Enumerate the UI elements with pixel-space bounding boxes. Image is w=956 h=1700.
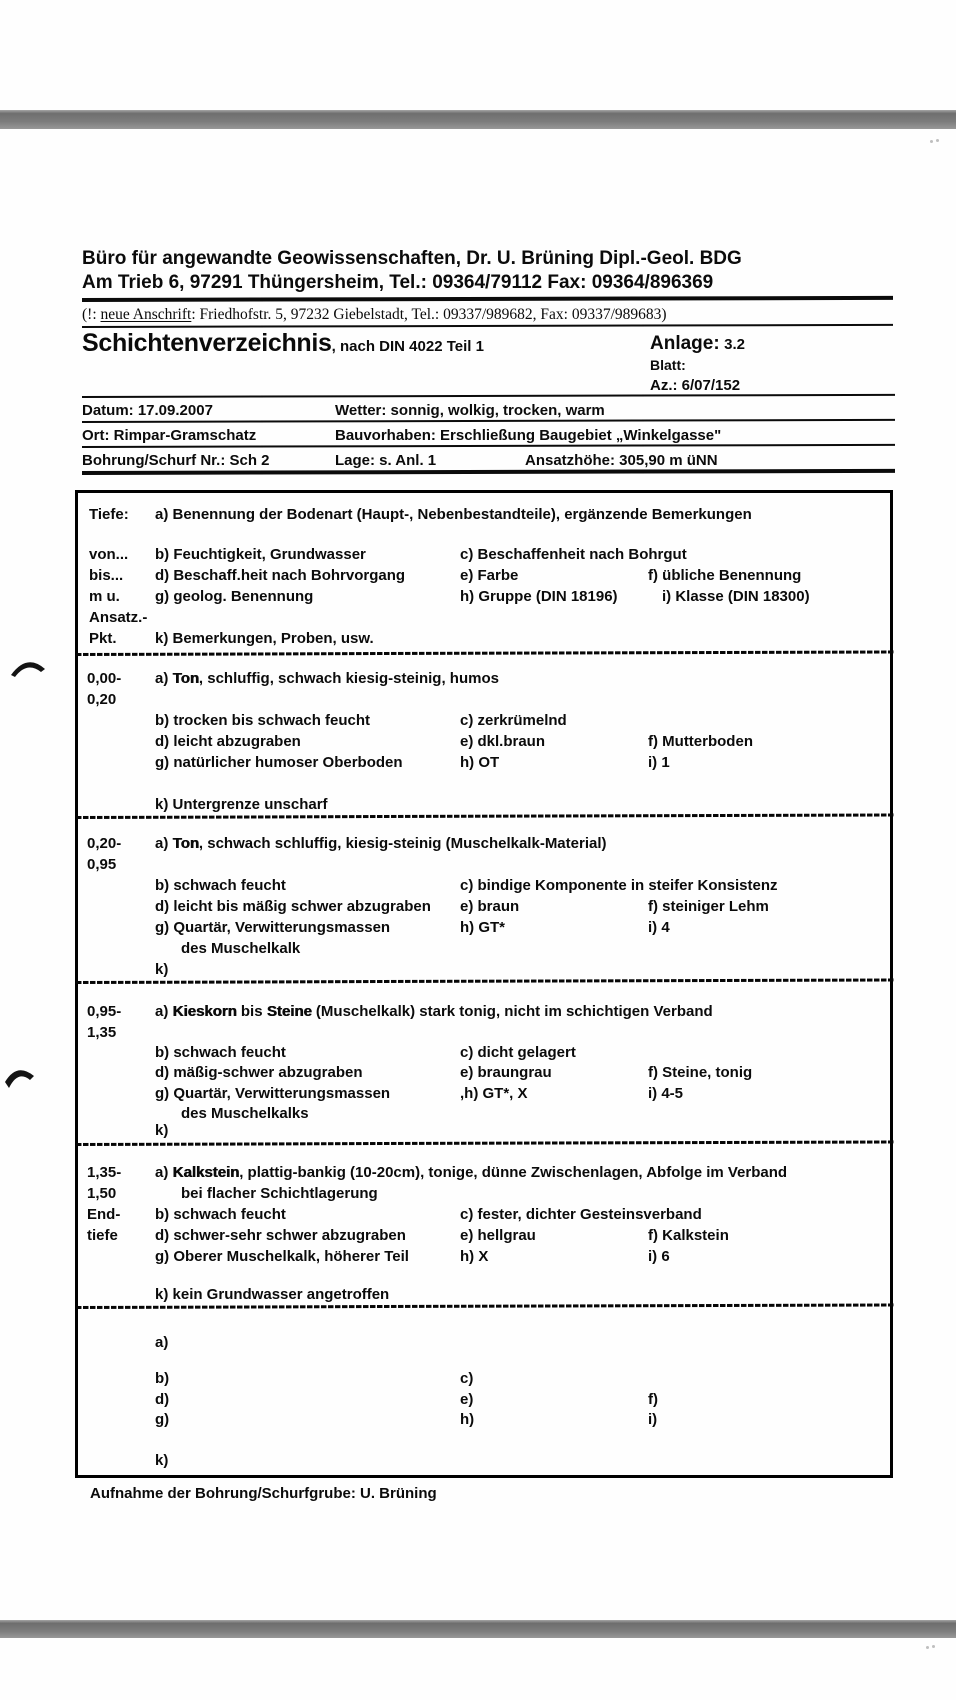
- gruppe-value: h) OT: [460, 754, 500, 771]
- anlage-field: [650, 333, 745, 355]
- din-reference: , nach DIN 4022 Teil 1: [331, 338, 484, 355]
- farbe-value: e) braungrau: [460, 1064, 552, 1081]
- bohrvorgang-value: d) leicht bis mäßig schwer abzugraben: [155, 898, 431, 915]
- ansatzhoehe-field: Ansatzhöhe: 305,90 m üNN: [525, 452, 718, 469]
- gruppe-value: h) GT*: [460, 919, 505, 936]
- layer-row-a: [78, 1163, 890, 1184]
- geolog-benennung-line2: des Muschelkalks: [181, 1105, 309, 1122]
- beschaffenheit-value: c) zerkrümelnd: [460, 712, 567, 729]
- document-title: Schichtenverzeichnis: [82, 329, 332, 357]
- layer-row-b: [78, 711, 890, 732]
- layer-row-k: [78, 795, 890, 816]
- legend-h-label: h) Gruppe (DIN 18196): [460, 588, 618, 605]
- legend-row-b: [78, 545, 890, 566]
- layer-row-g2: [78, 774, 890, 795]
- info-divider-4: [82, 469, 895, 475]
- benennung-value: f): [648, 1391, 658, 1408]
- layer-row-k: [78, 1121, 890, 1142]
- scan-edge-bar-top: [0, 110, 956, 129]
- farbe-value: e) hellgrau: [460, 1227, 536, 1244]
- info-divider-1: [82, 394, 895, 398]
- layer-log-table: [75, 490, 893, 1478]
- layer-row-a2: [78, 1023, 890, 1044]
- klasse-value: i): [648, 1411, 658, 1428]
- a-label: a): [155, 835, 173, 852]
- bemerkungen-value: k): [155, 1452, 169, 1469]
- scan-artifact-dot: [932, 1645, 935, 1648]
- layer-depth-note-1: End-: [87, 1206, 121, 1223]
- bemerkungen-value: k): [155, 961, 169, 978]
- scan-artifact-dot: [936, 139, 939, 142]
- layer-row-g: [78, 1410, 890, 1431]
- bohrung-nr-field: Bohrung/Schurf Nr.: Sch 2: [82, 452, 270, 469]
- layer-soil-description: [155, 669, 499, 689]
- legend-a-label: a) Benennung der Bodenart (Haupt-, Nebenbestandteile), ergänzende Bemerkungen: [155, 506, 752, 523]
- legend-pkt-label: Pkt.: [89, 630, 117, 647]
- bemerkungen-value: k) kein Grundwasser angetroffen: [155, 1286, 390, 1303]
- geolog-benennung-value: g) Quartär, Verwitterungsmassen: [155, 1085, 391, 1102]
- layer-row-g2: [78, 1431, 890, 1452]
- legend-row-k: [78, 629, 890, 650]
- layer-row-a: [78, 669, 890, 690]
- legend-row-d: [78, 566, 890, 587]
- layer-depth-note-2: tiefe: [87, 1227, 118, 1244]
- klasse-value: i) 4: [648, 919, 670, 936]
- layer-row-a2: [78, 1184, 890, 1205]
- layer-depth-from: 0,00-: [87, 670, 122, 687]
- bohrvorgang-value: d) leicht abzugraben: [155, 733, 301, 750]
- legend-von-label: von...: [89, 546, 129, 563]
- scan-arc-mark: [9, 652, 47, 678]
- letterhead-divider: [82, 296, 893, 302]
- legend-row-a: [78, 505, 890, 526]
- geolog-benennung-value: g): [155, 1411, 170, 1428]
- layer-soil-description: [155, 834, 607, 854]
- soil-detail-2: (Muschelkalk) stark tonig, nicht im schichtigen Verband: [311, 1003, 713, 1020]
- layer-row-d: [78, 1390, 890, 1411]
- blatt-field: Blatt:: [650, 357, 686, 373]
- legend-bis-label: bis...: [89, 567, 124, 584]
- layer-depth-from: 0,20-: [87, 835, 122, 852]
- benennung-value: f) Mutterboden: [648, 733, 753, 750]
- layer-soil-description: [155, 1002, 713, 1022]
- bemerkungen-value: k) Untergrenze unscharf: [155, 796, 328, 813]
- scan-arc-mark: [4, 1062, 36, 1092]
- bohrvorgang-value: d) schwer-sehr schwer abzugraben: [155, 1227, 406, 1244]
- layer-separator: [76, 650, 894, 656]
- layer-depth-from: 0,95-: [87, 1003, 122, 1020]
- recorded-by-note: Aufnahme der Bohrung/Schurfgrube: U. Brüning: [90, 1485, 437, 1502]
- layer-row-d: [78, 897, 890, 918]
- layer-row-b: [78, 1043, 890, 1064]
- scan-edge-bar-bottom: [0, 1620, 956, 1638]
- benennung-value: f) steiniger Lehm: [648, 898, 769, 915]
- layer-row-d: [78, 1063, 890, 1084]
- datum-field: Datum: 17.09.2007: [82, 402, 213, 419]
- layer-row-g: [78, 753, 890, 774]
- layer-row-g: [78, 1247, 890, 1268]
- feuchtigkeit-value: b) schwach feucht: [155, 877, 286, 894]
- anlage-label: Anlage:: [650, 333, 720, 354]
- layer-row-a: [78, 1002, 890, 1023]
- layer-row-b: [78, 1369, 890, 1390]
- soil-detail: , schwach schluffig, kiesig-steinig (Muschelkalk-Material): [198, 835, 607, 852]
- legend-d-label: d) Beschaff.heit nach Bohrvorgang: [155, 567, 406, 584]
- layer-row-g: [78, 1084, 890, 1105]
- layer-row-g2: [78, 939, 890, 960]
- legend-k-label: k) Bemerkungen, Proben, usw.: [155, 630, 374, 647]
- layer-depth-from: 1,35-: [87, 1164, 122, 1181]
- legend-ansatz-label: Ansatz.-: [89, 609, 148, 626]
- gruppe-value: h) X: [460, 1248, 489, 1265]
- layer-row-a: [78, 834, 890, 855]
- layer-depth-to: 0,95: [87, 856, 117, 873]
- bohrvorgang-value: d): [155, 1391, 170, 1408]
- gruppe-value: h): [460, 1411, 475, 1428]
- layer-soil-description: [155, 1333, 168, 1353]
- new-address-prefix: (!:: [82, 306, 101, 323]
- soil-main-term-2: Steine: [266, 1003, 312, 1020]
- legend-mu-label: m u.: [89, 588, 120, 605]
- klasse-value: i) 1: [648, 754, 670, 771]
- letterhead-address-line: Am Trieb 6, 97291 Thüngersheim, Tel.: 09364/79112 Fax: 09364/896369: [82, 272, 714, 293]
- geolog-benennung-value: g) natürlicher humoser Oberboden: [155, 754, 403, 771]
- new-address-note: [82, 305, 667, 324]
- feuchtigkeit-value: b) trocken bis schwach feucht: [155, 712, 371, 729]
- scan-artifact-dot: [930, 140, 933, 143]
- soil-main-term: Kalkstein: [172, 1164, 240, 1181]
- az-field: Az.: 6/07/152: [650, 377, 741, 394]
- feuchtigkeit-value: b): [155, 1370, 170, 1387]
- soil-main-term: Ton: [172, 835, 199, 852]
- legend-i-label: i) Klasse (DIN 18300): [662, 588, 810, 605]
- a-label: a): [155, 1003, 173, 1020]
- a-label: a): [155, 1334, 169, 1351]
- legend-row-ansatz: [78, 608, 890, 629]
- legend-e-label: e) Farbe: [460, 567, 519, 584]
- feuchtigkeit-value: b) schwach feucht: [155, 1044, 286, 1061]
- layer-row-a: [78, 1333, 890, 1354]
- beschaffenheit-value: c) fester, dichter Gesteinsverband: [460, 1206, 702, 1223]
- legend-row-g: [78, 587, 890, 608]
- beschaffenheit-value: c) dicht gelagert: [460, 1044, 576, 1061]
- layer-row-a2: [78, 855, 890, 876]
- layer-row-d: [78, 1226, 890, 1247]
- bauvorhaben-field: Bauvorhaben: Erschließung Baugebiet „Winkelgasse": [335, 427, 722, 444]
- soil-description-line2: bei flacher Schichtlagerung: [181, 1185, 378, 1202]
- layer-row-k: [78, 1451, 890, 1472]
- a-label: a): [155, 670, 173, 687]
- geolog-benennung-line2: des Muschelkalk: [181, 940, 301, 957]
- layer-row-k: [78, 1285, 890, 1306]
- beschaffenheit-value: c) bindige Komponente in steifer Konsistenz: [460, 877, 778, 894]
- klasse-value: i) 4-5: [648, 1085, 684, 1102]
- layer-depth-to: 0,20: [87, 691, 117, 708]
- layer-row-b: [78, 1205, 890, 1226]
- gruppe-value: ,h) GT*, X: [460, 1085, 528, 1102]
- lage-field: Lage: s. Anl. 1: [335, 452, 437, 469]
- farbe-value: e): [460, 1391, 474, 1408]
- farbe-value: e) braun: [460, 898, 520, 915]
- legend-f-label: f) übliche Benennung: [648, 567, 802, 584]
- anlage-value: 3.2: [724, 336, 745, 353]
- soil-main-term: Kieskorn: [172, 1003, 237, 1020]
- document-title-row: [82, 330, 484, 356]
- scan-artifact-dot: [926, 1646, 929, 1649]
- benennung-value: f) Kalkstein: [648, 1227, 729, 1244]
- legend-tiefe-label: Tiefe:: [89, 506, 129, 523]
- a-label: a): [155, 1164, 173, 1181]
- klasse-value: i) 6: [648, 1248, 670, 1265]
- legend-b-label: b) Feuchtigkeit, Grundwasser: [155, 546, 366, 563]
- soil-detail: , schluffig, schwach kiesig-steinig, humos: [198, 670, 499, 687]
- layer-row-d: [78, 732, 890, 753]
- geolog-benennung-value: g) Oberer Muschelkalk, höherer Teil: [155, 1248, 409, 1265]
- layer-row-g: [78, 918, 890, 939]
- legend-g-label: g) geolog. Benennung: [155, 588, 314, 605]
- soil-detail: , plattig-bankig (10-20cm), tonige, dünne Zwischenlagen, Abfolge im Verband: [239, 1164, 788, 1181]
- layer-row-a2: [78, 690, 890, 711]
- beschaffenheit-value: c): [460, 1370, 474, 1387]
- bemerkungen-value: k): [155, 1122, 169, 1139]
- ort-field: Ort: Rimpar-Gramschatz: [82, 427, 257, 444]
- feuchtigkeit-value: b) schwach feucht: [155, 1206, 286, 1223]
- layer-row-k: [78, 960, 890, 981]
- letterhead-company-line: Büro für angewandte Geowissenschaften, Dr. U. Brüning Dipl.-Geol. BDG: [82, 248, 742, 269]
- farbe-value: e) dkl.braun: [460, 733, 546, 750]
- new-address-suffix: : Friedhofstr. 5, 97232 Giebelstadt, Tel.: 09337/989682, Fax: 09337/989683): [191, 306, 667, 323]
- benennung-value: f) Steine, tonig: [648, 1064, 753, 1081]
- wetter-field: Wetter: sonnig, wolkig, trocken, warm: [335, 402, 605, 419]
- layer-row-b: [78, 876, 890, 897]
- geolog-benennung-value: g) Quartär, Verwitterungsmassen: [155, 919, 391, 936]
- new-address-underlined: neue Anschrift: [100, 306, 192, 323]
- soil-detail: bis: [236, 1003, 267, 1020]
- layer-depth-to: 1,35: [87, 1024, 117, 1041]
- bohrvorgang-value: d) mäßig-schwer abzugraben: [155, 1064, 363, 1081]
- soil-main-term: Ton: [172, 670, 199, 687]
- layer-soil-description: [155, 1163, 787, 1183]
- new-address-underline-rule: [82, 324, 893, 328]
- legend-c-label: c) Beschaffenheit nach Bohrgut: [460, 546, 687, 563]
- layer-depth-to: 1,50: [87, 1185, 117, 1202]
